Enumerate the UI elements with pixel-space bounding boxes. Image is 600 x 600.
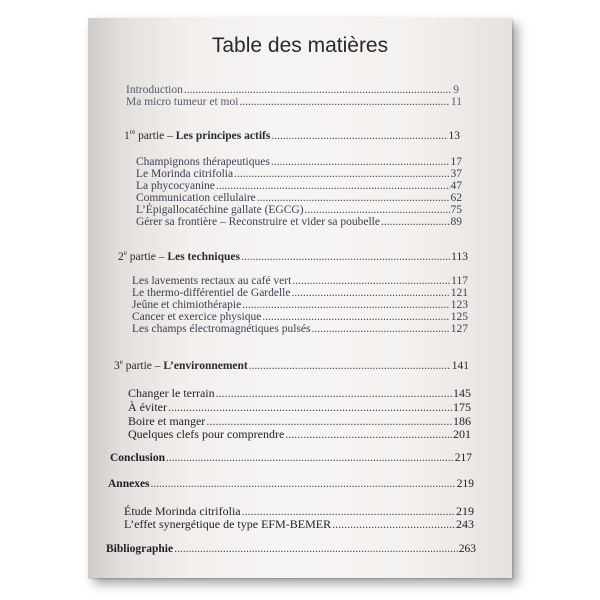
toc-entry-page: 17 [450, 156, 462, 168]
toc-entry-label: Étude Morinda citrifolia [124, 504, 241, 518]
toc-entry-page: 127 [450, 323, 468, 335]
toc-entry [132, 300, 468, 312]
toc-entry-page: 186 [453, 414, 471, 428]
toc-entry-conclusion [110, 453, 472, 465]
toc-entry [136, 193, 462, 205]
toc-entry-label: Gérer sa frontière – Reconstruire et vider sa poubelle [136, 216, 380, 228]
toc-entry-bibliographie [106, 544, 476, 556]
dot-leader [262, 312, 449, 324]
part-word: partie – [126, 251, 168, 263]
toc-entry-page: 121 [450, 287, 468, 299]
page-title: Table des matières [211, 34, 389, 57]
dot-leader [168, 401, 452, 413]
dot-leader [257, 193, 450, 205]
dot-leader [241, 252, 450, 264]
toc-entry-page: 219 [456, 504, 474, 518]
toc-entry [132, 312, 468, 324]
toc-entry [128, 401, 471, 413]
dot-leader [332, 518, 455, 530]
dot-leader [242, 300, 450, 312]
dot-leader [166, 453, 454, 465]
book-page [88, 18, 512, 578]
toc-entry [136, 217, 462, 229]
toc-entry-label: Introduction [126, 84, 183, 96]
toc-entry-page: 217 [454, 452, 472, 464]
toc-entry-page: 113 [451, 251, 468, 263]
toc-entry-page: 11 [450, 96, 462, 108]
toc-entry-page: 263 [458, 543, 476, 555]
toc-entry [136, 205, 462, 217]
dot-leader [184, 85, 452, 97]
toc-entry-page: 125 [450, 311, 468, 323]
toc-entry-page: 89 [450, 216, 462, 228]
part-number-suffix: e [123, 249, 127, 258]
toc-entry-label: À éviter [128, 400, 167, 414]
toc-part-2 [118, 249, 468, 264]
toc-entry-label: Changer le terrain [128, 386, 215, 400]
toc-entry-page: 219 [456, 478, 474, 490]
toc-entry-label: Annexes [108, 478, 150, 490]
part-number: 1 [124, 130, 130, 142]
toc-entry-page: 75 [450, 204, 462, 216]
toc-entry-label: Jeûne et chimiothérapie [132, 299, 242, 311]
toc-entry-micro-tumeur [126, 97, 462, 109]
dot-leader [291, 288, 449, 300]
dot-leader [381, 217, 450, 229]
toc-entry-label: Ma micro tumeur et moi [126, 96, 239, 108]
dot-leader [206, 415, 452, 427]
dot-leader [234, 169, 449, 181]
toc-entry-page: 47 [450, 180, 462, 192]
dot-leader [312, 324, 450, 336]
toc-entry [136, 181, 462, 193]
toc-entry-page: 9 [453, 84, 459, 96]
dot-leader [151, 479, 456, 491]
toc-entry-page: 175 [453, 400, 471, 414]
toc-entry-page: 145 [453, 386, 471, 400]
toc-entry-page: 117 [451, 275, 468, 287]
toc-entry-page: 62 [450, 192, 462, 204]
toc-entry [136, 169, 462, 181]
toc-entry [132, 324, 468, 336]
dot-leader [305, 205, 450, 217]
toc-entry [128, 387, 471, 399]
toc-entry-label: Les lavements rectaux au café vert [132, 275, 292, 287]
toc-entry [128, 415, 471, 427]
toc-entry-page: 243 [456, 517, 474, 531]
toc-entry-label: Conclusion [110, 452, 165, 464]
toc-entry-page: 13 [448, 130, 460, 142]
toc-part-label [124, 128, 271, 143]
part-number-suffix: re [129, 128, 136, 137]
part-number: 2 [118, 251, 124, 263]
toc-entry-label: La phycocyanine [136, 180, 215, 192]
part-number: 3 [114, 360, 120, 372]
toc-entry [128, 428, 471, 440]
part-title: Les principes actifs [175, 130, 271, 142]
toc-part-label [114, 358, 248, 373]
part-word: partie – [135, 130, 176, 142]
toc-part-label [118, 249, 240, 264]
toc-entry-introduction [126, 85, 459, 97]
part-number-suffix: e [119, 358, 123, 367]
toc-entry-page: 201 [453, 427, 471, 441]
toc-entry-page: 141 [451, 360, 469, 372]
dot-leader [292, 276, 450, 288]
part-title: Les techniques [167, 251, 240, 263]
toc-part-3 [114, 358, 469, 373]
part-title: L’environnement [163, 360, 248, 372]
toc-entry-label: L’Épigallocatéchine gallate (EGCG) [136, 204, 304, 216]
toc-entry [136, 157, 462, 169]
dot-leader [271, 157, 450, 169]
toc-entry-label: L’effet synergétique de type EFM-BEMER [124, 517, 332, 531]
dot-leader [242, 505, 455, 517]
toc-entry-label: Le Morinda citrifolia [136, 168, 234, 180]
toc-entry-label: Cancer et exercice physique [132, 311, 262, 323]
dot-leader [271, 131, 447, 143]
toc-entry-label: Boire et manger [128, 414, 206, 428]
toc-entry [132, 288, 468, 300]
toc-entry-annexes [108, 479, 474, 491]
dot-leader [216, 181, 450, 193]
toc-entry-label: Quelques clefs pour comprendre [128, 427, 285, 441]
toc-entry [124, 518, 474, 530]
dot-leader [174, 544, 458, 556]
toc-entry [132, 276, 468, 288]
toc-entry-label: Le thermo-différentiel de Gardelle [132, 287, 291, 299]
toc-entry-page: 37 [450, 168, 462, 180]
toc-entry-label: Bibliographie [106, 543, 174, 555]
dot-leader [249, 361, 451, 373]
toc-entry-page: 123 [450, 299, 468, 311]
dot-leader [216, 387, 452, 399]
toc-entry-label: Communication cellulaire [136, 192, 256, 204]
toc-part-1 [124, 128, 460, 143]
dot-leader [285, 428, 452, 440]
toc-entry [124, 505, 474, 517]
toc-entry-label: Champignons thérapeutiques [136, 156, 270, 168]
part-word: partie – [122, 360, 164, 372]
dot-leader [239, 97, 450, 109]
toc-entry-label: Les champs électromagnétiques pulsés [132, 323, 311, 335]
